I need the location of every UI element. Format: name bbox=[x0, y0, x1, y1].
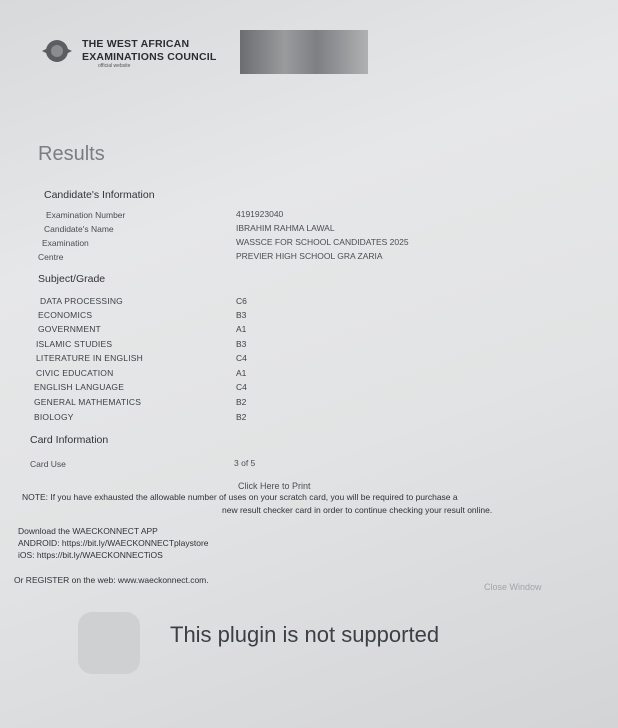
app-download-title: Download the WAECKONNECT APP bbox=[18, 526, 158, 536]
subject-row-name: ENGLISH LANGUAGE bbox=[34, 382, 125, 392]
subject-row-grade: C4 bbox=[236, 382, 247, 392]
card-use-value: 3 of 5 bbox=[234, 458, 256, 468]
close-window-button[interactable]: Close Window bbox=[484, 582, 542, 592]
centre-label: Centre bbox=[38, 252, 64, 262]
org-name-line1: THE WEST AFRICAN bbox=[82, 38, 190, 50]
waec-crest-logo bbox=[40, 36, 74, 66]
ios-link[interactable]: iOS: https://bit.ly/WAECKONNECTiOS bbox=[18, 550, 163, 560]
android-link[interactable]: ANDROID: https://bit.ly/WAECKONNECTplaystore bbox=[18, 538, 209, 548]
subject-row-name: LITERATURE IN ENGLISH bbox=[36, 353, 144, 363]
subject-row-name: CIVIC EDUCATION bbox=[36, 368, 114, 378]
subject-row-grade: C4 bbox=[236, 353, 247, 363]
header-banner-image bbox=[240, 30, 368, 74]
print-link[interactable]: Click Here to Print bbox=[238, 481, 311, 491]
note-line1: NOTE: If you have exhausted the allowable number of uses on your scratch card, you will be required to purchase a bbox=[22, 492, 458, 502]
subject-row-grade: C6 bbox=[236, 296, 247, 306]
subject-row-grade: B3 bbox=[236, 310, 247, 320]
subject-row-name: GOVERNMENT bbox=[38, 324, 101, 334]
plugin-unsupported-message: This plugin is not supported bbox=[170, 622, 440, 647]
examination-label: Examination bbox=[42, 238, 89, 248]
card-info-heading: Card Information bbox=[30, 434, 109, 446]
subject-row-grade: A1 bbox=[236, 368, 247, 378]
centre-value: PREVIER HIGH SCHOOL GRA ZARIA bbox=[236, 251, 383, 261]
candidate-info-heading: Candidate's Information bbox=[44, 189, 155, 201]
subject-row-grade: B3 bbox=[236, 339, 247, 349]
plugin-puzzle-icon bbox=[78, 612, 140, 674]
page-title: Results bbox=[38, 143, 105, 165]
register-link[interactable]: Or REGISTER on the web: www.waeckonnect.com. bbox=[14, 575, 209, 585]
subject-row-grade: A1 bbox=[236, 324, 247, 334]
subject-grade-heading: Subject/Grade bbox=[38, 273, 106, 285]
exam-number-label: Examination Number bbox=[46, 210, 126, 220]
subject-row-name: DATA PROCESSING bbox=[40, 296, 123, 306]
exam-number-value: 4191923040 bbox=[236, 209, 284, 219]
candidate-name-label: Candidate's Name bbox=[44, 224, 114, 234]
org-name-line2: EXAMINATIONS COUNCIL bbox=[82, 51, 217, 63]
subject-row-name: ECONOMICS bbox=[38, 310, 93, 320]
subject-row-name: ISLAMIC STUDIES bbox=[36, 339, 113, 349]
org-tagline: official website bbox=[98, 63, 131, 69]
subject-row-name: BIOLOGY bbox=[34, 412, 74, 422]
subject-row-grade: B2 bbox=[236, 397, 247, 407]
note-line2: new result checker card in order to continue checking your result online. bbox=[222, 505, 493, 515]
examination-value: WASSCE FOR SCHOOL CANDIDATES 2025 bbox=[236, 237, 409, 247]
card-use-label: Card Use bbox=[30, 459, 66, 469]
candidate-name-value: IBRAHIM RAHMA LAWAL bbox=[236, 223, 335, 233]
subject-row-name: GENERAL MATHEMATICS bbox=[34, 397, 142, 407]
subject-row-grade: B2 bbox=[236, 412, 247, 422]
